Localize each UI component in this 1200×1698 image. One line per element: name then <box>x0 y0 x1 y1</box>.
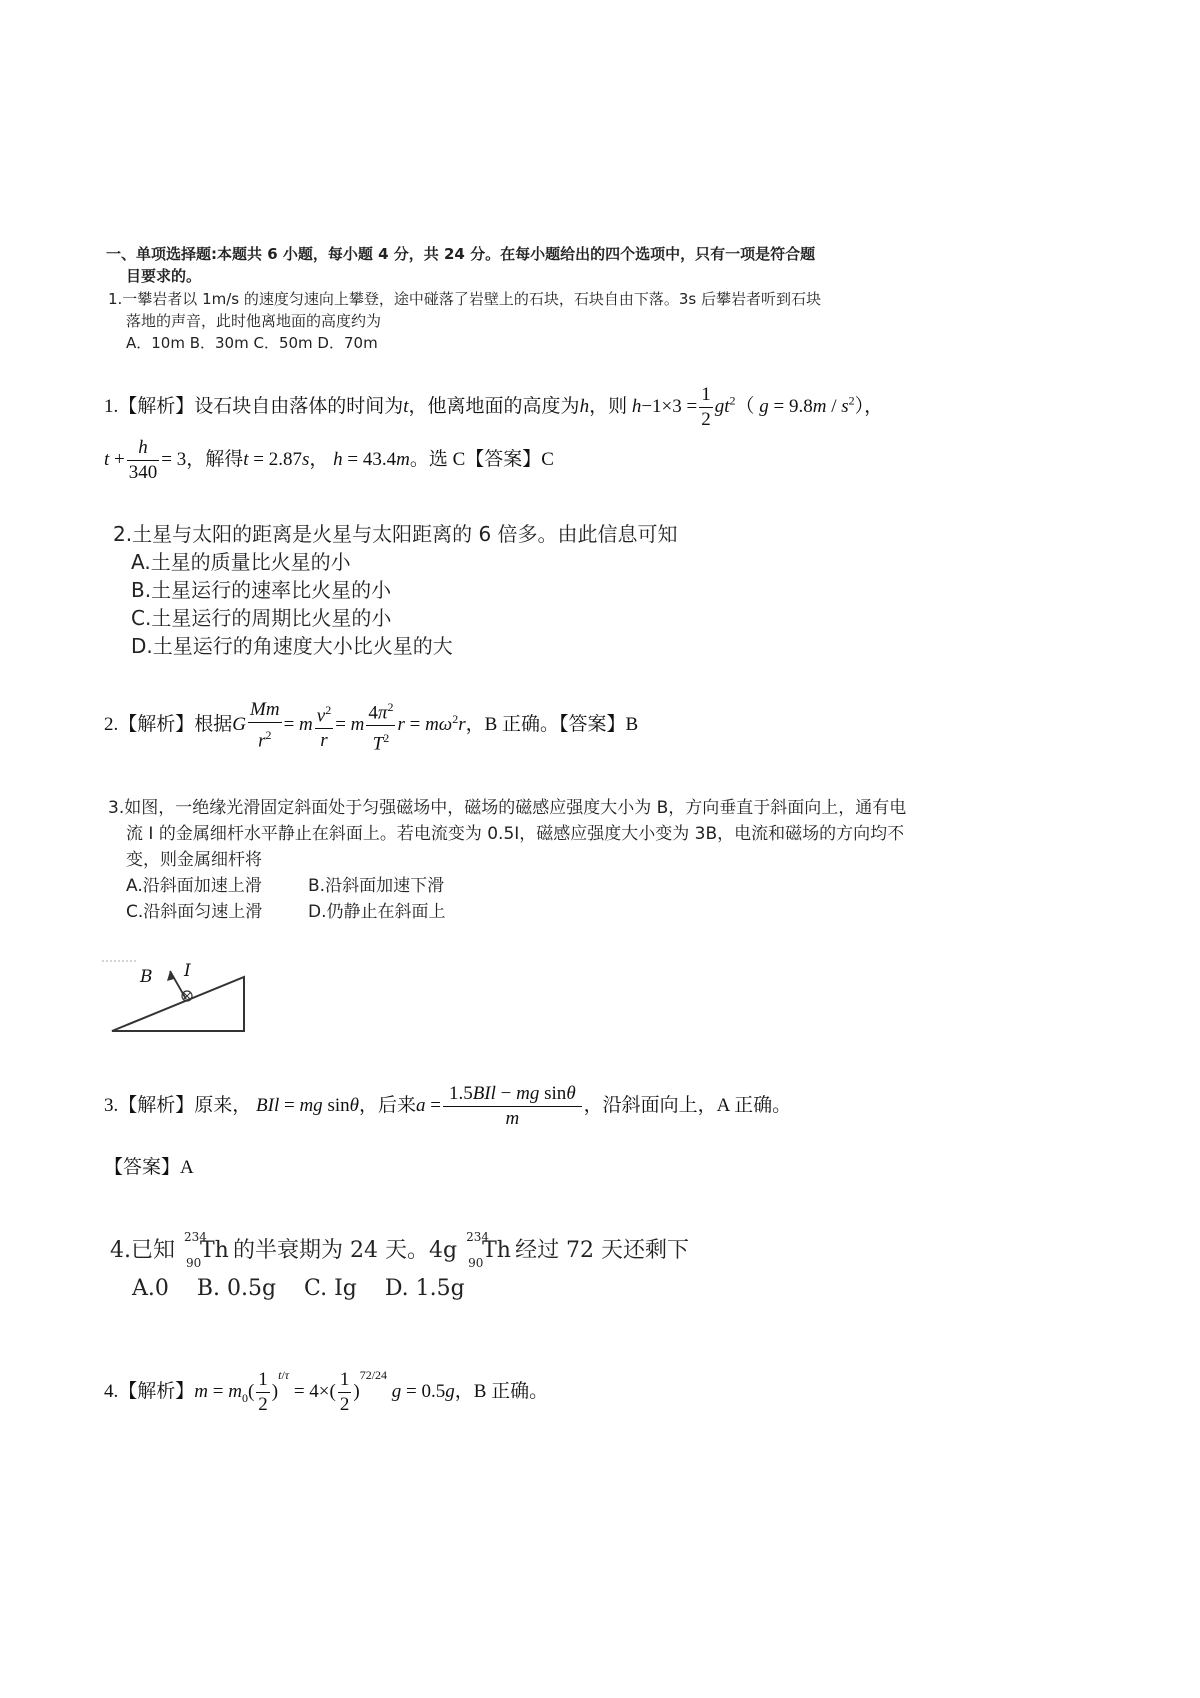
question-2-option-b: B.土星运行的速率比火星的小 <box>131 578 392 602</box>
section-header-line1: 一、单项选择题:本题共 6 小题，每小题 4 分，共 24 分。在每小题给出的四个选项中，只有一项是符合题 <box>106 245 816 263</box>
fraction: $\frac{h}{340}$ <box>128 437 158 483</box>
current-label-i: I <box>184 961 191 981</box>
question-3-option-b: B.沿斜面加速下滑 <box>308 876 445 896</box>
question-3-options-row2 <box>108 899 906 925</box>
fraction: $\frac{Mm}{r^2}$ <box>250 699 280 752</box>
question-4 <box>110 1232 689 1308</box>
solution-2: 2.【解析】根据G $\frac{Mm}{r^2}$ = m $\frac{v^2}{r}$ = m $\frac{4\pi^2}{T^2}$ $r = m\omega^2r$，B 正确。【答案】B <box>104 695 638 757</box>
question-3-options-row1 <box>108 873 906 899</box>
incline-figure <box>98 955 258 1045</box>
solution-3-answer: 【答案】A <box>104 1157 194 1178</box>
solution-1 <box>104 383 883 485</box>
section-header <box>106 243 815 287</box>
question-3-option-d: D.仍静止在斜面上 <box>308 902 446 922</box>
solution-4: 4.【解析】$m = m_0$( $\frac{1}{2}$ )$^{t/\tau}$ = 4×( $\frac{1}{2}$ )$^{72/24}$ g = 0.5g，B 正确。 <box>104 1368 549 1416</box>
incline-diagram <box>98 955 258 1045</box>
question-3-line1: 3.如图，一绝缘光滑固定斜面处于匀强磁场中，磁场的磁感应强度大小为 B，方向垂直于斜面向上，通有电 <box>108 798 907 818</box>
thorium-nuclide: 234 90 Th <box>466 1230 511 1270</box>
question-2 <box>113 520 678 660</box>
solution-1-line1: 1.【解析】设石块自由落体的时间为t，他离地面的高度为h，则 h−1×3 = $\frac{1}{2}$ $gt^2$（ $g = 9.8m / s^2$）， <box>104 384 884 430</box>
question-3 <box>108 795 906 925</box>
fraction: $\frac{1}{2}$ <box>701 384 711 430</box>
solution-1-line2: t + $\frac{h}{340}$ = 3，解得t = 2.87s， h = 43.4m。选 C【答案】C <box>104 437 554 483</box>
question-1 <box>108 288 821 354</box>
fraction: $\frac{1}{2}$ <box>258 1369 268 1416</box>
fraction: $\frac{4\pi^2}{T^2}$ <box>366 695 395 757</box>
question-1-line2: 落地的声音，此时他离地面的高度约为 <box>126 312 382 330</box>
fraction: $\frac{1}{2}$ <box>339 1369 350 1416</box>
question-2-option-d: D.土星运行的角速度大小比火星的大 <box>131 634 453 658</box>
question-3-option-c: C.沿斜面匀速上滑 <box>126 902 263 922</box>
fraction: $\frac{v^2}{r}$ <box>315 698 333 753</box>
question-2-option-c: C.土星运行的周期比火星的小 <box>131 606 392 630</box>
question-3-line2: 流 I 的金属细杆水平静止在斜面上。若电流变为 0.5I，磁感应强度大小变为 3B，电流和磁场的方向均不 <box>126 824 905 844</box>
question-3-line3: 变，则金属细杆将 <box>126 850 262 870</box>
question-4-stem: 4.已知 234 90 Th 的半衰期为 24 天。4g 234 90 Th 经过 72 天还剩下 <box>110 1230 690 1270</box>
question-1-options: A．10m B．30m C．50m D．70m <box>126 334 378 352</box>
field-label-b: B <box>140 967 153 987</box>
solution-3: 3.【解析】原来， BIl = mg sinθ，后来a = $\frac{\text{1.5BIl − mg sinθ}}{m}$ ，沿斜面向上，A 正确。 <box>104 1083 792 1129</box>
question-2-option-a: A.土星的质量比火星的小 <box>131 550 351 574</box>
question-3-option-a: A.沿斜面加速上滑 <box>126 876 262 896</box>
section-header-line2: 目要求的。 <box>126 267 202 285</box>
question-1-line1: 1.一攀岩者以 1m/s 的速度匀速向上攀登，途中碰落了岩壁上的石块，石块自由下落。3s 后攀岩者听到石块 <box>108 290 822 308</box>
fraction: $\frac{\text{1.5BIl − mg sinθ}}{m}$ <box>443 1082 582 1131</box>
question-4-options: A.0 B. 0.5g C. Ig D. 1.5g <box>132 1276 465 1301</box>
question-2-stem: 2.土星与太阳的距离是火星与太阳距离的 6 倍多。由此信息可知 <box>113 522 678 546</box>
thorium-nuclide: 234 90 Th <box>184 1230 229 1270</box>
